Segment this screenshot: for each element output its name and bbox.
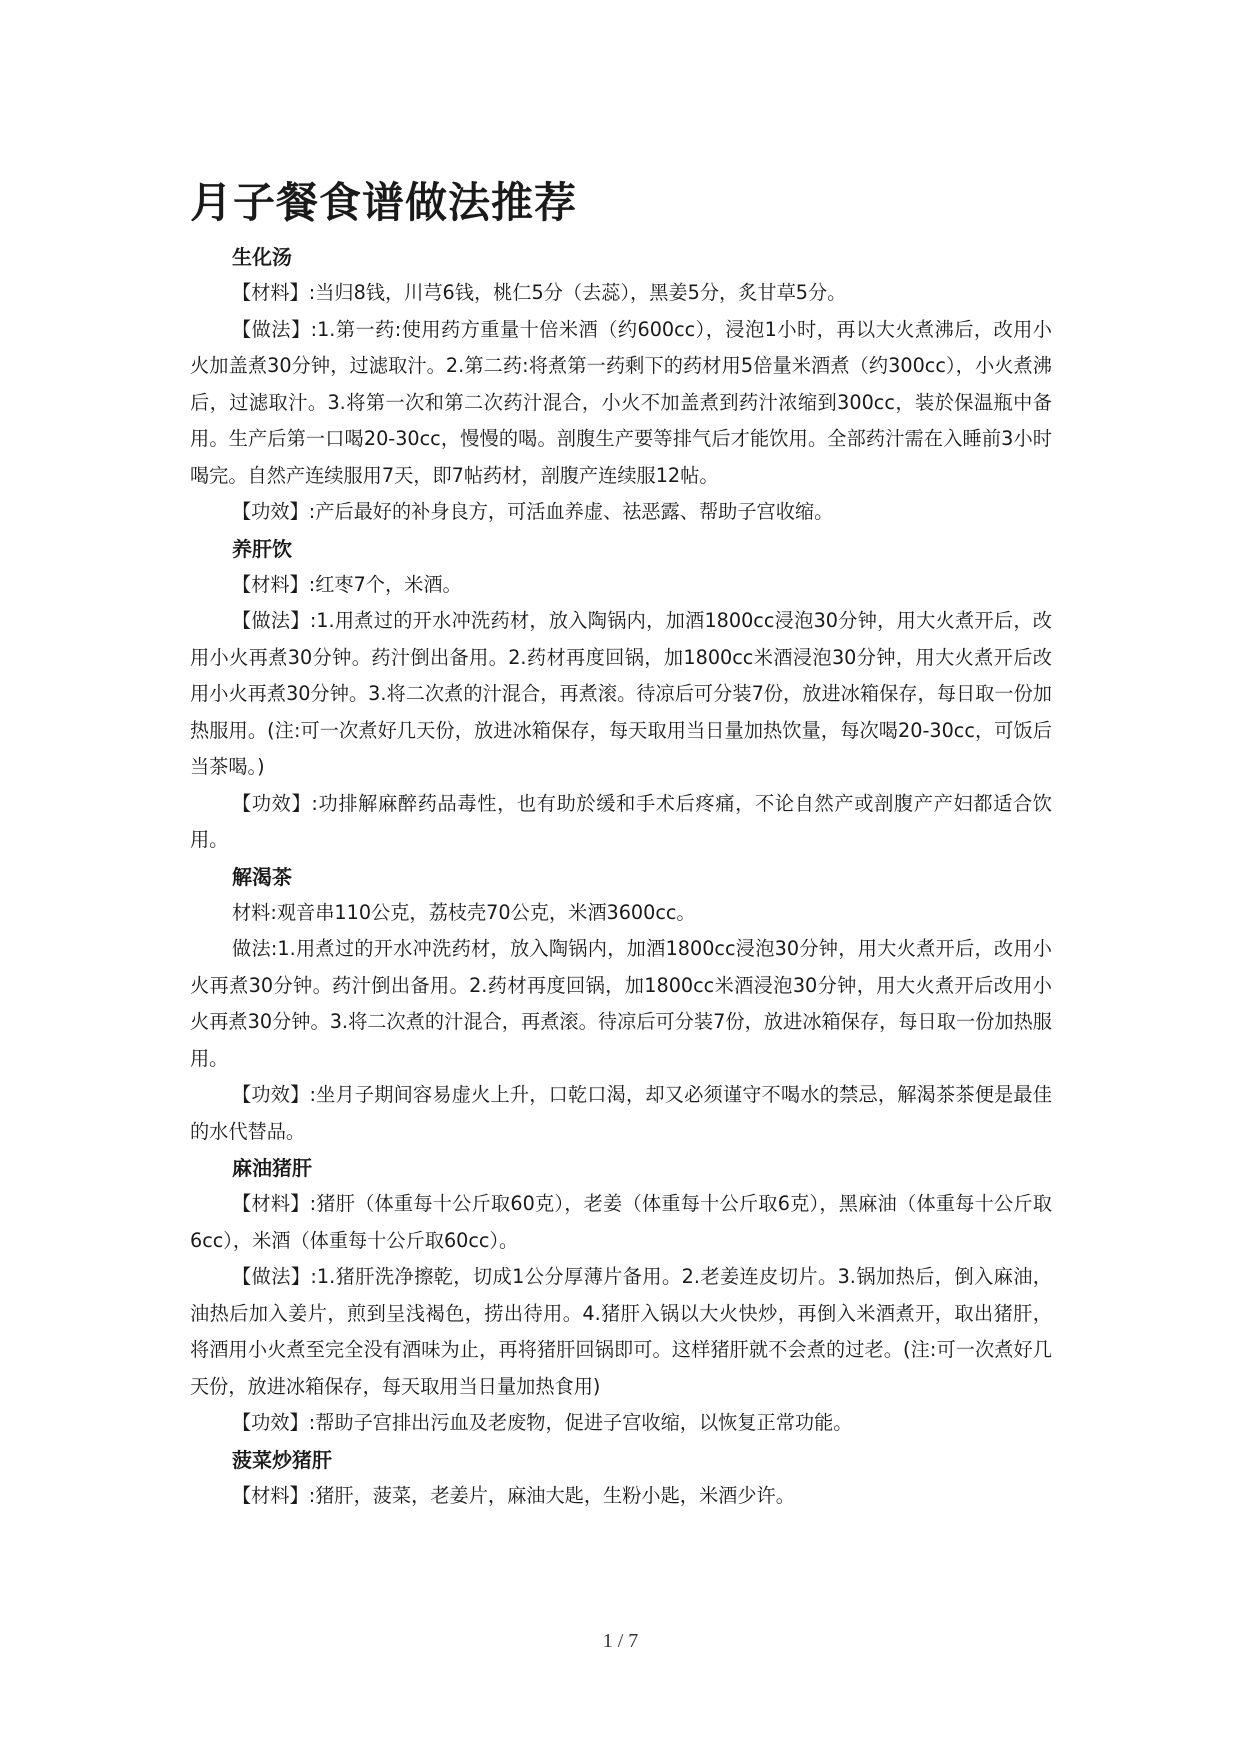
page-number: 1 / 7 [602,1630,639,1652]
recipe-paragraph: 【功效】:功排解麻醉药品毒性，也有助於缓和手术后疼痛，不论自然产或剖腹产产妇都适合饮用。 [190,791,1052,851]
recipe-section [190,1150,1052,1442]
recipe-paragraph: 【做法】:1.第一药:使用药方重量十倍米酒（约600cc），浸泡1小时，再以大火煮沸后，改用小火加盖煮30分钟，过滤取汁。2.第二药:将煮第一药剩下的药材用5倍量米酒煮（约300cc），小火煮沸后，过滤取汁。3.将第一次和第二次药汁混合，小火不加盖煮到药汁浓缩到300cc，装於保温瓶中备用。生产后第一口喝20-30cc，慢慢的喝。剖腹生产要等排气后才能饮用。全部药汁需在入睡前3小时喝完。自然产连续服用7天，即7帖药材，剖腹产连续服12帖。 [190,317,1052,487]
recipe-title: 菠菜炒猪肝 [232,1447,332,1472]
recipe-paragraph: 【材料】:当归8钱，川芎6钱，桃仁5分（去蕊），黑姜5分，炙甘草5分。 [232,281,847,304]
recipe-title: 解渴茶 [232,864,292,889]
recipe-section [190,1442,1052,1515]
recipe-title: 生化汤 [232,245,292,269]
recipe-paragraph: 【材料】:猪肝，菠菜，老姜片，麻油大匙，生粉小匙，米酒少许。 [232,1483,795,1507]
recipe-paragraph: 【做法】:1.猪肝洗净擦乾，切成1公分厚薄片备用。2.老姜连皮切片。3.锅加热后，倒入麻油，油热后加入姜片，煎到呈浅褐色，捞出待用。4.猪肝入锅以大火快炒，再倒入米酒煮开，取出猪肝，将酒用小火煮至完全没有酒味为止，再将猪肝回锅即可。这样猪肝就不会煮的过老。(注:可一次煮好几天份，放进冰箱保存，每天取用当日量加热食用) [190,1265,1052,1398]
recipe-paragraph: 【材料】:猪肝（体重每十公斤取60克），老姜（体重每十公斤取6克），黑麻油（体重每十公斤取6cc），米酒（体重每十公斤取60cc）。 [190,1192,1052,1252]
recipe-section [190,239,1052,531]
recipe-paragraph: 【做法】:1.用煮过的开水冲洗药材，放入陶锅内，加酒1800cc浸泡30分钟，用大火煮开后，改用小火再煮30分钟。药汁倒出备用。2.药材再度回锅，加1800cc米酒浸泡30分钟，用大火煮开后改用小火再煮30分钟。3.将二次煮的汁混合，再煮滚。待凉后可分装7份，放进冰箱保存，每日取一份加热服用。(注:可一次煮好几天份，放进冰箱保存，每天取用当日量加热饮量，每次喝20-30cc，可饭后当茶喝。) [190,609,1052,778]
document-page [190,175,1052,1514]
page-title: 月子餐食谱做法推荐 [190,178,578,227]
recipe-title: 养肝饮 [232,536,292,561]
recipe-paragraph: 做法:1.用煮过的开水冲洗药材，放入陶锅内，加酒1800cc浸泡30分钟，用大火煮开后，改用小火再煮30分钟。药汁倒出备用。2.药材再度回锅，加1800cc米酒浸泡30分钟，用大火煮开后改用小火再煮30分钟。3.将二次煮的汁混合，再煮滚。待凉后可分装7份，放进冰箱保存，每日取一份加热服用。 [190,937,1052,1070]
recipe-paragraph: 【材料】:红枣7个，米酒。 [232,572,462,596]
recipe-paragraph: 【功效】:帮助子宫排出污血及老废物，促进子宫收缩，以恢复正常功能。 [232,1411,853,1434]
recipe-section [190,531,1052,859]
recipe-section [190,859,1052,1151]
recipe-paragraph: 材料:观音串110公克，荔枝壳70公克，米酒3600cc。 [232,900,696,924]
recipe-title: 麻油猪肝 [232,1156,312,1180]
recipe-paragraph: 【功效】:坐月子期间容易虚火上升，口乾口渴，却又必须谨守不喝水的禁忌，解渴茶茶便是最佳的水代替品。 [190,1083,1052,1143]
recipe-paragraph: 【功效】:产后最好的补身良方，可活血养虚、祛恶露、帮助子宫收缩。 [232,500,834,523]
